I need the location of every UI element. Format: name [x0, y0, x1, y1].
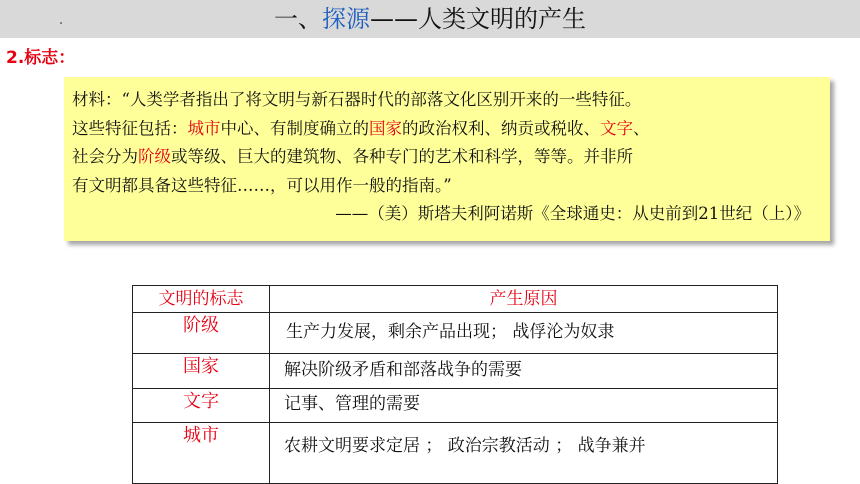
table-header-sign: 文明的标志: [133, 286, 270, 313]
quote-text: 或等级、巨大的建筑物、各种专门的艺术和科学，等等。并非所: [171, 147, 633, 166]
keyword-class: 阶级: [138, 147, 171, 166]
reason-cell: 解决阶级矛盾和部落战争的需要: [270, 354, 778, 389]
title-prefix: 一、: [274, 5, 322, 33]
sign-cell: 文字: [133, 389, 270, 423]
sign-cell: 阶级: [133, 313, 270, 354]
quote-text: 这些特征包括：: [72, 118, 188, 138]
quote-line-1: 材料：“人类学者指出了将文明与新石器时代的部落文化区别开来的一些特征。: [72, 90, 642, 109]
page-title: [0, 3, 860, 35]
quote-text: 中心、有制度确立的: [220, 118, 369, 138]
table-row: [133, 389, 778, 423]
quote-box: [64, 77, 830, 241]
title-suffix: ——人类文明的产生: [370, 5, 586, 33]
reason-cell: 农耕文明要求定居 ； 政治宗教活动 ； 战争兼并: [270, 423, 778, 484]
sign-cell: 国家: [133, 354, 270, 389]
table-header-row: [133, 286, 778, 313]
keyword-writing: 文字: [600, 118, 633, 138]
table-header-reason: 产生原因: [270, 286, 778, 313]
quote-line-2: [72, 115, 824, 144]
reason-cell: 记事、管理的需要: [270, 389, 778, 423]
quote-line-4: 有文明都具备这些特征……，可以用作一般的指南。”: [72, 175, 452, 195]
quote-source: ——（美）斯塔夫利阿诺斯《全球通史：从史前到21世纪（上）》: [335, 204, 810, 223]
keyword-state: 国家: [369, 118, 402, 138]
keyword-city: 城市: [187, 118, 221, 138]
civilization-signs-table: [132, 285, 778, 484]
table-row: [133, 313, 778, 354]
sign-cell: 城市: [133, 423, 270, 484]
quote-text: 社会分为: [72, 147, 138, 166]
quote-text: 、: [633, 118, 650, 138]
title-accent: 探源: [322, 5, 370, 33]
table-row: [133, 423, 778, 484]
table-row: [133, 354, 778, 389]
section-label: 2.标志：: [6, 48, 76, 68]
quote-text: 的政治权利、纳贡或税收、: [402, 118, 600, 138]
reason-cell: 生产力发展，剩余产品出现； 战俘沦为奴隶: [270, 313, 778, 354]
quote-line-3: [72, 143, 824, 172]
